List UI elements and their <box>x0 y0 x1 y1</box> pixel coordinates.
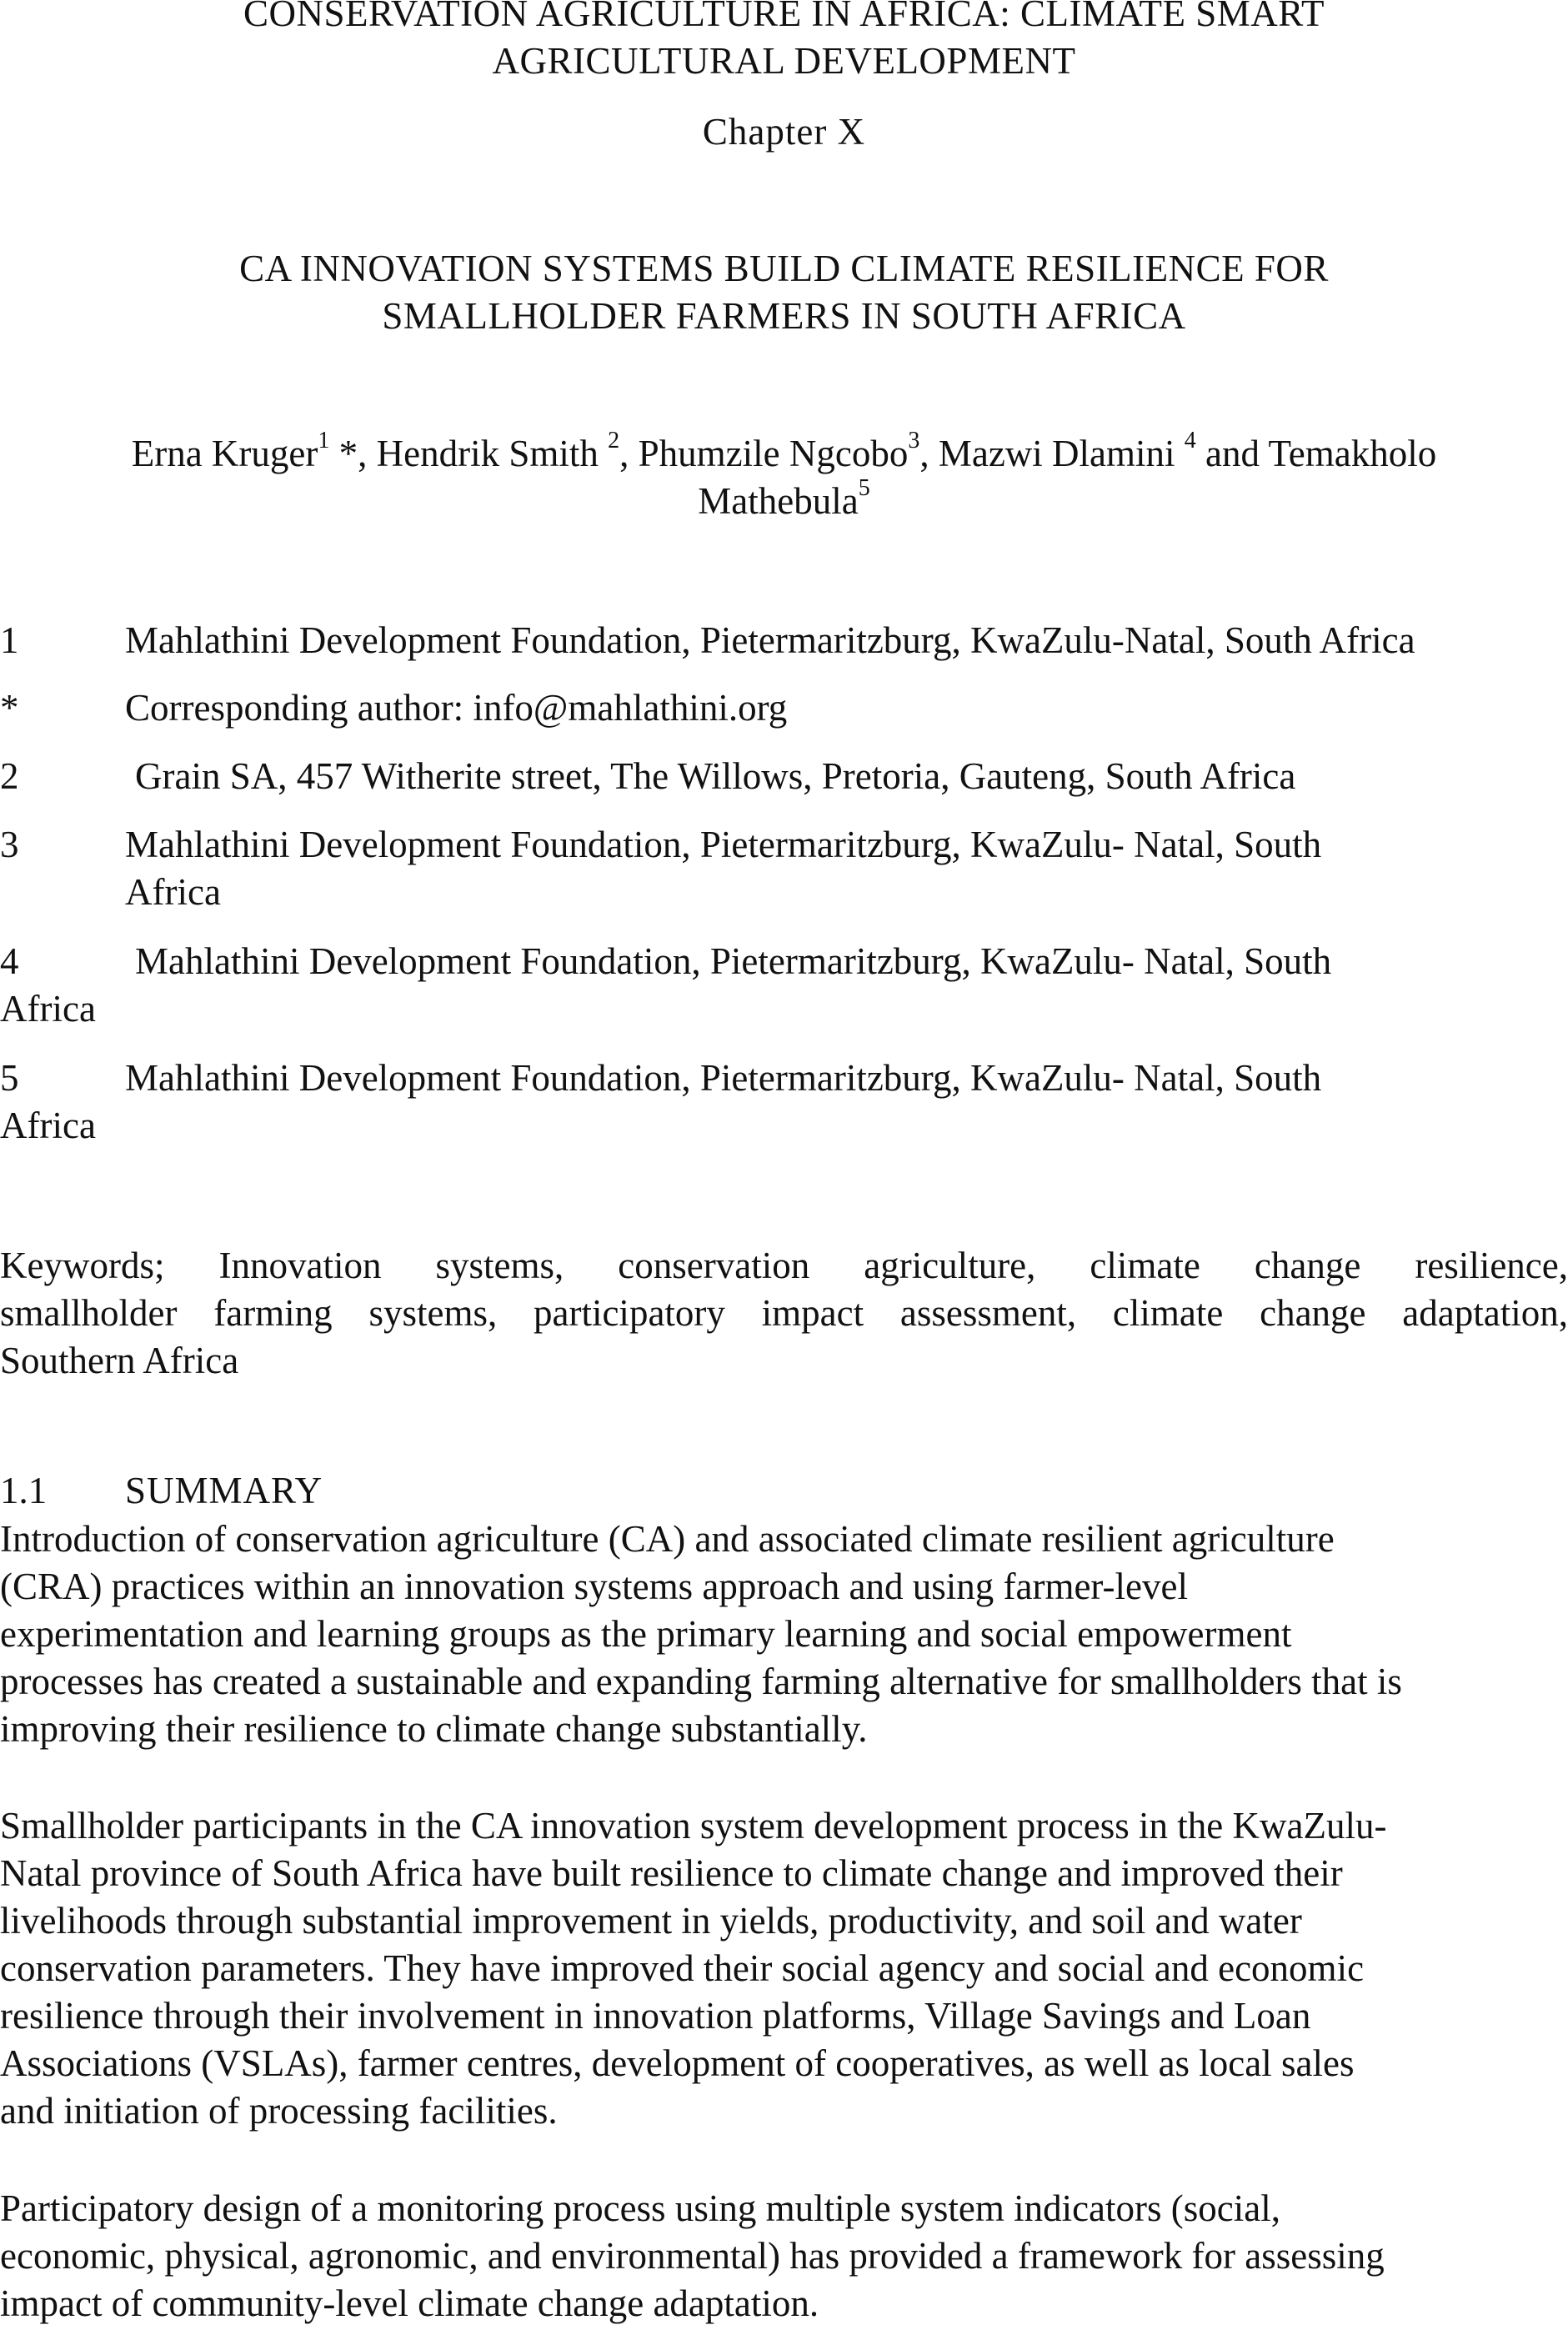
keywords <box>0 1242 1568 1385</box>
book-title <box>0 0 1568 85</box>
author-affiliation-marker: 2 <box>608 428 620 453</box>
affiliation-text: Mahlathini Development Foundation, Pietermaritzburg, KwaZulu-Natal, South Africa <box>125 619 1415 661</box>
keywords-line: Southern Africa <box>0 1340 239 1381</box>
affiliation-text: Mahlathini Development Foundation, Pietermaritzburg, KwaZulu- Natal, South <box>135 940 1332 982</box>
affiliation-marker: 4 <box>0 940 19 982</box>
paragraph-line: Associations (VSLAs), farmer centres, development of cooperatives, as well as local sales <box>0 2042 1355 2084</box>
author-separator: and Temakholo <box>1195 433 1437 474</box>
paragraph-line: Smallholder participants in the CA innovation system development process in the KwaZulu- <box>0 1805 1387 1846</box>
affiliation-text: Mahlathini Development Foundation, Pietermaritzburg, KwaZulu- Natal, South <box>125 824 1322 865</box>
paragraph-line: experimentation and learning groups as the primary learning and social empowerment <box>0 1613 1292 1655</box>
affiliation-text: Mahlathini Development Foundation, Pietermaritzburg, KwaZulu- Natal, South <box>125 1057 1322 1099</box>
author-name: Mathebula <box>698 480 859 522</box>
affiliation-continuation: Africa <box>0 1105 96 1146</box>
paragraph-line: improving their resilience to climate change substantially. <box>0 1708 868 1750</box>
chapter-title-line-1: CA INNOVATION SYSTEMS BUILD CLIMATE RESILIENCE FOR <box>239 248 1329 289</box>
author-line-2 <box>0 475 1568 525</box>
author-name: Mazwi Dlamini <box>938 433 1185 474</box>
paragraph-line: livelihoods through substantial improvement in yields, productivity, and soil and water <box>0 1900 1302 1942</box>
chapter-title <box>0 245 1568 340</box>
paragraph-line: impact of community-level climate change adaptation. <box>0 2282 819 2324</box>
author-name: Erna Kruger <box>131 433 318 474</box>
affiliation-text: Grain SA, 457 Witherite street, The Willows, Pretoria, Gauteng, South Africa <box>135 755 1296 797</box>
affiliation-continuation: Africa <box>125 871 221 913</box>
chapter-label: Chapter X <box>702 111 866 153</box>
paragraph-line: economic, physical, agronomic, and environmental) has provided a framework for assessing <box>0 2235 1385 2277</box>
keywords-line: Keywords; Innovation systems, conservation agriculture, climate change resilience, <box>0 1245 1568 1286</box>
affiliation-marker: 5 <box>0 1057 19 1099</box>
paragraph-line: resilience through their involvement in innovation platforms, Village Savings and Loan <box>0 1995 1311 2037</box>
author-affiliation-marker: 1 <box>318 428 330 453</box>
author-line-1 <box>0 430 1568 478</box>
author-name: Hendrik Smith <box>376 433 609 474</box>
author-separator: *, <box>329 433 377 474</box>
author-affiliation-marker: 5 <box>858 475 870 501</box>
paragraph-line: conservation parameters. They have improved their social agency and social and economic <box>0 1947 1365 1989</box>
author-separator: , <box>919 433 939 474</box>
author-affiliation-marker: 4 <box>1184 428 1196 453</box>
paragraph-line: and initiation of processing facilities. <box>0 2090 558 2132</box>
summary-paragraph-3 <box>0 2185 1568 2327</box>
affiliation-marker: 2 <box>0 755 19 797</box>
keywords-line: smallholder farming systems, participatory impact assessment, climate change adaptation, <box>0 1292 1568 1334</box>
chapter-title-line-2: SMALLHOLDER FARMERS IN SOUTH AFRICA <box>382 295 1186 337</box>
affiliation-marker: * <box>0 687 19 729</box>
section-number: 1.1 <box>0 1470 48 1511</box>
author-separator: , <box>619 433 639 474</box>
section-heading <box>0 1467 323 1515</box>
author-name: Phumzile Ngcobo <box>638 433 909 474</box>
affiliation-text: Corresponding author: info@mahlathini.org <box>125 687 788 729</box>
paragraph-line: Natal province of South Africa have built resilience to climate change and improved their <box>0 1852 1343 1894</box>
paragraph-line: Participatory design of a monitoring process using multiple system indicators (social, <box>0 2187 1280 2229</box>
affiliation-continuation: Africa <box>0 988 96 1030</box>
paragraph-line: Introduction of conservation agriculture (CA) and associated climate resilient agriculture <box>0 1518 1335 1560</box>
paragraph-line: (CRA) practices within an innovation systems approach and using farmer-level <box>0 1566 1188 1607</box>
summary-paragraph-1 <box>0 1516 1568 1753</box>
book-title-line-1: CONSERVATION AGRICULTURE IN AFRICA: CLIMATE SMART <box>243 0 1325 34</box>
book-title-line-2: AGRICULTURAL DEVELOPMENT <box>492 40 1076 82</box>
section-title: SUMMARY <box>125 1470 323 1511</box>
author-list <box>0 430 1568 525</box>
paragraph-line: processes has created a sustainable and expanding farming alternative for smallholders that is <box>0 1661 1402 1702</box>
affiliation-marker: 3 <box>0 824 19 865</box>
author-affiliation-marker: 3 <box>908 428 920 453</box>
summary-paragraph-2 <box>0 1802 1568 2135</box>
affiliation-marker: 1 <box>0 619 19 661</box>
